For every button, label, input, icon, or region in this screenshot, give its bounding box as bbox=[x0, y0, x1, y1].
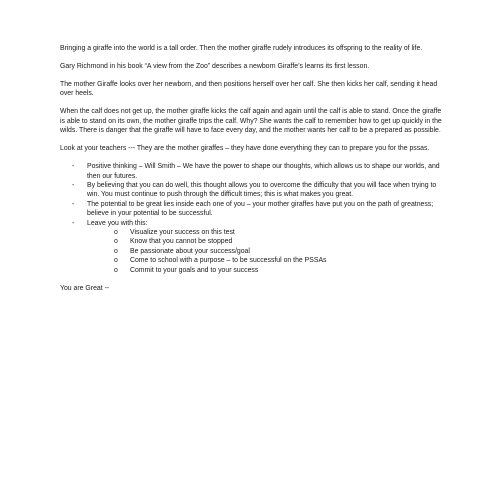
bullet-item-positive-thinking bbox=[60, 162, 442, 181]
bullet-dash-marker: - bbox=[72, 163, 75, 171]
sub-bullet-marker: o bbox=[114, 257, 118, 265]
bullet-item-leave-you bbox=[60, 219, 442, 275]
sub-bullet-marker: o bbox=[114, 229, 118, 237]
bullet-dash-marker: - bbox=[72, 182, 75, 190]
sub-bullet-text: Be passionate about your success/goal bbox=[130, 247, 250, 255]
sub-bullet-list bbox=[87, 228, 442, 275]
paragraph-calf-stands: When the calf does not get up, the mother giraffe kicks the calf again and again until the calf is able to stand. Once the giraffe is able to stand on its own, the mother giraffe trips the calf. Why? She wants the calf to remember how to get up quickly in the wilds. There is danger that the giraffe will have to face every day, and the mother wants her calf to be a prepared as possible. bbox=[60, 108, 442, 135]
bullet-item-believing bbox=[60, 181, 442, 200]
sub-bullet-item bbox=[87, 228, 442, 237]
sub-bullet-item bbox=[87, 237, 442, 246]
sub-bullet-text: Visualize your success on this test bbox=[130, 229, 235, 237]
bullet-dash-marker: - bbox=[72, 200, 75, 208]
sub-bullet-text: Come to school with a purpose – to be successful on the PSSAs bbox=[130, 257, 327, 265]
bullet-text: By believing that you can do well, this thought allows you to overcome the difficulty that you will face when trying to win. You must continue to push through the difficult times; this is what makes you great. bbox=[87, 182, 437, 199]
bullet-text: Leave you with this: bbox=[87, 219, 148, 227]
sub-bullet-item bbox=[87, 247, 442, 256]
paragraph-mother-kicks: The mother Giraffe looks over her newborn, and then positions herself over her calf. She then kicks her calf, sending it head over heels. bbox=[60, 81, 438, 98]
closing-line: You are Great -- bbox=[60, 284, 110, 292]
bullet-dash-marker: - bbox=[72, 219, 75, 227]
bullet-list bbox=[60, 162, 442, 275]
sub-bullet-marker: o bbox=[114, 266, 118, 274]
bullet-text: Positive thinking – Will Smith – We have the power to shape our thoughts, which allows us to shape our worlds, and then our futures. bbox=[87, 163, 440, 180]
sub-bullet-item bbox=[87, 266, 442, 275]
sub-bullet-text: Commit to your goals and to your success bbox=[130, 266, 259, 274]
paragraph-book-reference: Gary Richmond in his book “A view from the Zoo” describes a newborn Giraffe’s learns its first lesson. bbox=[60, 63, 370, 70]
bullet-item-potential bbox=[60, 200, 442, 219]
paragraph-intro: Bringing a giraffe into the world is a tall order. Then the mother giraffe rudely introduces its offspring to the reality of life. bbox=[60, 45, 423, 52]
sub-bullet-item bbox=[87, 256, 442, 265]
bullet-text: The potential to be great lies inside each one of you – your mother giraffes have put you on the path of greatness; believe in your potential to be successful. bbox=[87, 200, 434, 218]
document-body bbox=[60, 44, 442, 302]
sub-bullet-text: Know that you cannot be stopped bbox=[130, 238, 233, 246]
paragraph-teachers: Look at your teachers --- They are the mother giraffes – they have done everything they can to prepare you for the pssas. bbox=[60, 145, 430, 153]
sub-bullet-marker: o bbox=[114, 247, 118, 255]
sub-bullet-marker: o bbox=[114, 238, 118, 246]
